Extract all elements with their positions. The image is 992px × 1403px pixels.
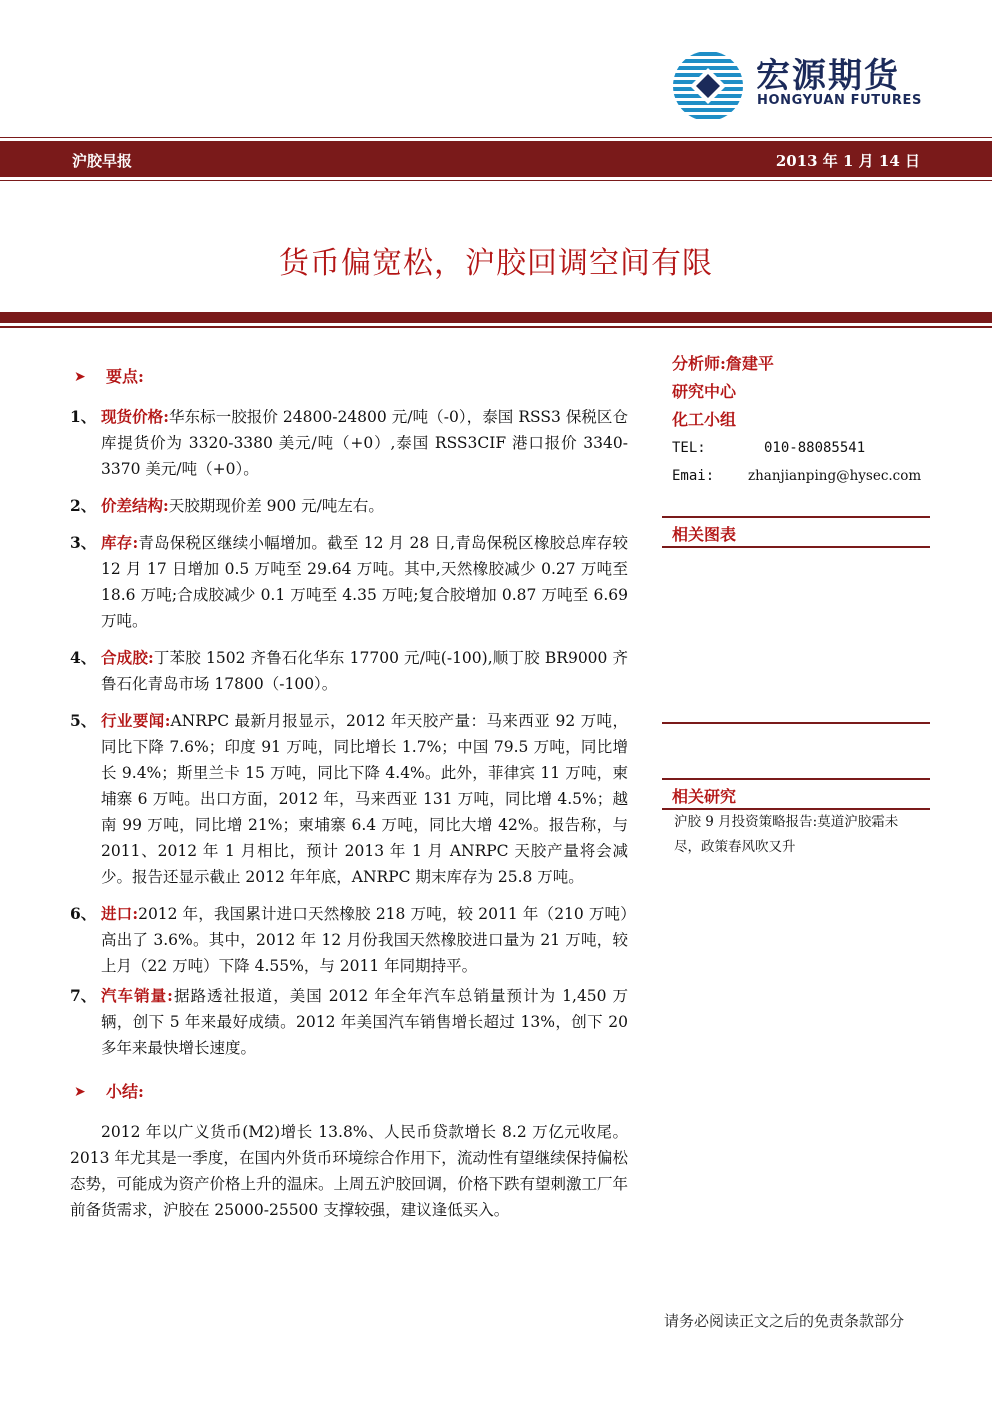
key-point-item xyxy=(70,983,628,1061)
arrow-bullet-icon: ➤ xyxy=(74,369,86,385)
key-point-item xyxy=(70,901,628,979)
item-label: 价差结构: xyxy=(101,496,169,515)
item-label: 合成胶: xyxy=(101,648,154,667)
title-band-thin xyxy=(0,326,992,328)
report-title: 货币偏宽松，沪胶回调空间有限 xyxy=(279,246,713,281)
item-text: 华东标一胶报价 24800-24800 元/吨（-0），泰国 RSS3 保税区仓库提货价为 3320-3380 美元/吨（+0）,泰国 RSS3CIF 港口报价 3340-3370 美元/吨（+0）。 xyxy=(101,408,628,478)
item-number: 1、 xyxy=(70,407,97,426)
key-point-item xyxy=(70,645,628,697)
related-research-link[interactable]: 沪胶 9 月投资策略报告:莫道沪胶霜未尽，政策春风吹又升 xyxy=(674,814,899,855)
header-rule-top xyxy=(0,137,992,138)
item-text: 据路透社报道，美国 2012 年全年汽车总销量预计为 1,450 万辆，创下 5 年来最好成绩。2012 年美国汽车销售增长超过 13%，创下 20 多年来最快增长速度。 xyxy=(101,987,628,1057)
logo-chinese-name: 宏源期货 xyxy=(756,56,900,96)
item-text: 青岛保税区继续小幅增加。截至 12 月 28 日,青岛保税区橡胶总库存较 12 月 17 日增加 0.5 万吨至 29.64 万吨。其中,天然橡胶减少 0.27 万吨至 18.6 万吨;合成胶减少 0.1 万吨至 4.35 万吨;复合胶增加 0.87 万吨至 6.69 万吨。 xyxy=(101,534,628,630)
item-number: 5、 xyxy=(70,711,97,730)
box-rule xyxy=(662,516,930,518)
tel-value: 010-88085541 xyxy=(764,440,866,456)
item-label: 行业要闻: xyxy=(101,711,171,730)
key-point-item xyxy=(70,404,628,482)
title-band xyxy=(0,312,992,323)
key-point-item xyxy=(70,530,628,634)
key-point-item xyxy=(70,493,628,519)
main-content xyxy=(70,364,628,1223)
item-number: 6、 xyxy=(70,904,97,923)
logo-emblem-icon xyxy=(672,50,744,122)
research-center: 研究中心 xyxy=(672,382,737,401)
section-title: 小结: xyxy=(106,1082,144,1101)
box-rule xyxy=(662,778,930,780)
item-label: 库存: xyxy=(101,533,139,552)
item-text: 天胶期现价差 900 元/吨左右。 xyxy=(168,497,384,515)
email-link[interactable]: zhanjianping@hysec.com xyxy=(748,468,922,484)
key-points-heading xyxy=(70,364,628,392)
key-point-item xyxy=(70,708,628,890)
item-number: 2、 xyxy=(70,496,97,515)
summary-text: 2012 年以广义货币(M2)增长 13.8%、人民币贷款增长 8.2 万亿元收尾。2013 年尤其是一季度，在国内外货币环境综合作用下，流动性有望继续保持偏松态势，可能成为资产价格上升的温床。上周五沪胶回调，价格下跌有望刺激工厂年前备货需求，沪胶在 25000-25500 支撑较强，建议逢低买入。 xyxy=(70,1123,629,1219)
box-rule xyxy=(662,546,930,548)
item-text: 2012 年，我国累计进口天然橡胶 218 万吨，较 2011 年（210 万吨）高出了 3.6%。其中，2012 年 12 月份我国天然橡胶进口量为 21 万吨，较上月（22 万吨）下降 4.55%，与 2011 年同期持平。 xyxy=(101,905,628,975)
related-research-title: 相关研究 xyxy=(672,787,737,806)
item-label: 进口: xyxy=(101,904,139,923)
analyst-info xyxy=(672,350,930,490)
logo-english-name: HONGYUAN FUTURES xyxy=(757,93,922,108)
item-number: 3、 xyxy=(70,533,97,552)
item-text: ANRPC 最新月报显示，2012 年天胶产量：马来西亚 92 万吨，同比下降 7.6%；印度 91 万吨，同比增长 1.7%；中国 79.5 万吨，同比增长 9.4%；斯里兰卡 15 万吨，同比下降 4.4%。此外，菲律宾 11 万吨，柬埔寨 6 万吨。出口方面，2012 年，马来西亚 131 万吨，同比增 4.5%；越南 99 万吨，同比增 21%；柬埔寨 6.4 万吨，同比大增 42%。报告称，与 2011、2012 年 1 月相比，预计 2013 年 1 月 ANRPC 天胶产量将会减少。报告还显示截止 2012 年年底，ANRPC 期末库存为 25.8 万吨。 xyxy=(101,712,628,886)
email-row xyxy=(672,462,930,490)
item-label: 现货价格: xyxy=(101,407,169,426)
item-text: 丁苯胶 1502 齐鲁石化华东 17700 元/吨(-100),顺丁胶 BR9000 齐鲁石化青岛市场 17800（-100）。 xyxy=(101,649,628,693)
tel-label: TEL: xyxy=(672,440,706,456)
email-label: Emai: xyxy=(672,468,715,484)
tel-row xyxy=(672,434,930,462)
header-bar xyxy=(0,141,992,177)
analyst-name: 分析师:詹建平 xyxy=(672,354,774,373)
section-title: 要点: xyxy=(106,367,144,386)
disclaimer-note: 请务必阅读正文之后的免责条款部分 xyxy=(663,1312,904,1330)
team-name: 化工小组 xyxy=(672,410,737,429)
report-date: 2013 年 1 月 14 日 xyxy=(775,152,920,170)
company-logo xyxy=(672,46,922,120)
report-type: 沪胶早报 xyxy=(72,152,133,170)
item-label: 汽车销量: xyxy=(101,986,173,1005)
item-number: 7、 xyxy=(70,986,97,1005)
related-charts-title: 相关图表 xyxy=(672,525,737,544)
header-rule-bottom xyxy=(0,180,992,181)
summary-heading xyxy=(70,1079,628,1107)
arrow-bullet-icon: ➤ xyxy=(74,1084,86,1100)
item-number: 4、 xyxy=(70,648,97,667)
box-rule xyxy=(662,722,930,724)
